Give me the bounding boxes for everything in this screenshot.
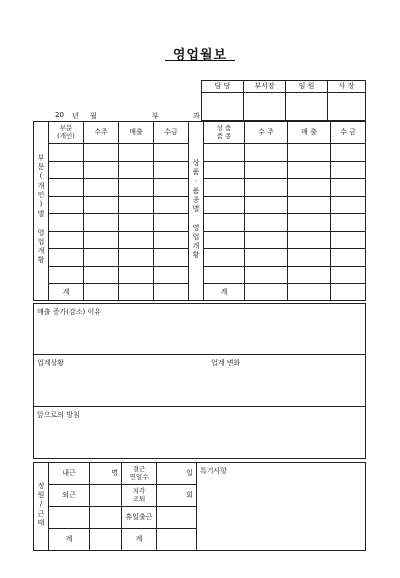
product-cell[interactable]	[204, 196, 245, 214]
dept-cell[interactable]	[84, 266, 119, 284]
dept-cell[interactable]	[49, 231, 84, 249]
dept-cell[interactable]	[119, 214, 154, 232]
dept-cell[interactable]	[84, 161, 119, 179]
staff-blank-cell[interactable]	[49, 507, 90, 529]
product-cell[interactable]	[288, 161, 331, 179]
product-cell[interactable]	[288, 179, 331, 197]
staff-side-label: 정원/근태	[37, 482, 46, 529]
dept-total-cell[interactable]	[154, 284, 189, 301]
dept-header-orders: 수주	[84, 122, 119, 144]
product-side-label: 상품·품종별 영업개황	[192, 159, 201, 261]
sales-reason-label: 매출 증가(감소) 이유	[37, 308, 102, 316]
dept-cell[interactable]	[119, 161, 154, 179]
product-cell[interactable]	[245, 161, 288, 179]
dept-cell[interactable]	[84, 214, 119, 232]
approval-table	[201, 80, 366, 121]
staff-blank-cell[interactable]	[90, 507, 122, 529]
dept-total-cell[interactable]	[84, 284, 119, 301]
text-sections	[33, 303, 366, 459]
approval-sign-staff[interactable]	[202, 93, 244, 121]
product-cell[interactable]	[288, 266, 331, 284]
dept-cell[interactable]	[154, 266, 189, 284]
product-cell[interactable]	[331, 179, 366, 197]
product-total-cell[interactable]	[288, 284, 331, 301]
staff-total-value[interactable]	[90, 529, 122, 551]
sales-grid	[33, 121, 366, 301]
dept-cell[interactable]	[119, 266, 154, 284]
dept-cell[interactable]	[84, 179, 119, 197]
dept-header-sales: 매출	[119, 122, 154, 144]
product-cell[interactable]	[245, 214, 288, 232]
product-cell[interactable]	[288, 214, 331, 232]
absence-label: 결근 연일수	[122, 463, 157, 485]
product-cell[interactable]	[288, 144, 331, 162]
product-header-sales: 매 출	[288, 122, 331, 144]
approval-sign-president[interactable]	[328, 93, 366, 121]
product-cell[interactable]	[245, 266, 288, 284]
dept-cell[interactable]	[154, 231, 189, 249]
title-underline	[165, 60, 235, 61]
future-plan-box[interactable]	[34, 407, 366, 459]
product-cell[interactable]	[288, 249, 331, 267]
product-header-orders: 수 주	[245, 122, 288, 144]
product-cell[interactable]	[204, 214, 245, 232]
dept-cell[interactable]	[119, 249, 154, 267]
product-cell[interactable]	[204, 266, 245, 284]
dept-cell[interactable]	[154, 144, 189, 162]
product-cell[interactable]	[245, 196, 288, 214]
dept-cell[interactable]	[49, 266, 84, 284]
dept-cell[interactable]	[84, 249, 119, 267]
dept-cell[interactable]	[154, 249, 189, 267]
internal-unit[interactable]: 명	[90, 463, 122, 485]
dept-cell[interactable]	[84, 144, 119, 162]
external-label: 외근	[49, 485, 90, 507]
dept-cell[interactable]	[119, 144, 154, 162]
staff-side-label-cell	[34, 463, 49, 551]
dept-header-unit: 부문 (개인)	[49, 122, 84, 144]
year-unit: 년	[72, 112, 79, 120]
dept-total-cell[interactable]	[119, 284, 154, 301]
dept-total-label: 계	[49, 284, 84, 301]
product-cell[interactable]	[288, 231, 331, 249]
product-cell[interactable]	[331, 266, 366, 284]
product-cell[interactable]	[204, 144, 245, 162]
attendance-total-label: 계	[122, 529, 157, 551]
product-cell[interactable]	[204, 249, 245, 267]
dept-cell[interactable]	[49, 179, 84, 197]
approval-header-executive: 임 원	[286, 81, 328, 93]
dept-cell[interactable]	[84, 196, 119, 214]
dept-label: 부	[152, 112, 159, 120]
year-prefix: 20	[55, 111, 64, 119]
product-header-item: 상 품 품 종	[204, 122, 245, 144]
dept-header-collection: 수금	[154, 122, 189, 144]
staff-total-label: 계	[49, 529, 90, 551]
product-cell[interactable]	[331, 196, 366, 214]
approval-header-staff: 담 당	[202, 81, 244, 93]
late-label: 지각 조퇴	[122, 485, 157, 507]
product-header-collection: 수 금	[331, 122, 366, 144]
industry-status-box[interactable]	[34, 355, 209, 407]
product-total-cell[interactable]	[331, 284, 366, 301]
product-cell[interactable]	[204, 231, 245, 249]
month-unit: 월	[90, 112, 97, 120]
product-cell[interactable]	[245, 144, 288, 162]
external-count[interactable]	[90, 485, 122, 507]
product-cell[interactable]	[204, 161, 245, 179]
dept-cell[interactable]	[119, 179, 154, 197]
dept-cell[interactable]	[49, 249, 84, 267]
absence-unit[interactable]: 일	[157, 463, 197, 485]
approval-sign-manager[interactable]	[244, 93, 286, 121]
section-label: 과	[193, 112, 200, 120]
sales-reason-box[interactable]	[34, 304, 366, 355]
dept-cell[interactable]	[84, 231, 119, 249]
page-title: 영업월보	[172, 48, 228, 63]
internal-label: 내근	[49, 463, 90, 485]
dept-cell[interactable]	[49, 196, 84, 214]
product-cell[interactable]	[245, 179, 288, 197]
product-total-cell[interactable]	[245, 284, 288, 301]
dept-cell[interactable]	[154, 214, 189, 232]
product-cell[interactable]	[245, 249, 288, 267]
product-cell[interactable]	[331, 161, 366, 179]
future-plan-label: 앞으로의 방침	[37, 411, 80, 419]
product-cell[interactable]	[331, 249, 366, 267]
industry-status-label: 업계상황	[37, 359, 65, 367]
holiday-count[interactable]	[157, 507, 197, 529]
attendance-total-value[interactable]	[157, 529, 197, 551]
dept-cell[interactable]	[119, 196, 154, 214]
approval-header-manager: 부서장	[244, 81, 286, 93]
dept-cell[interactable]	[49, 214, 84, 232]
product-cell[interactable]	[331, 231, 366, 249]
remarks-label: 특기사항	[200, 467, 228, 475]
product-cell[interactable]	[204, 179, 245, 197]
dept-side-label-cell	[34, 122, 49, 301]
dept-cell[interactable]	[154, 196, 189, 214]
industry-change-box[interactable]	[208, 355, 366, 407]
product-cell[interactable]	[331, 214, 366, 232]
dept-cell[interactable]	[49, 144, 84, 162]
product-side-label-cell	[189, 122, 204, 301]
approval-sign-executive[interactable]	[286, 93, 328, 121]
holiday-label: 휴일출근	[122, 507, 157, 529]
dept-cell[interactable]	[154, 179, 189, 197]
dept-side-label: 부문(개인)별 영업개황	[37, 154, 46, 266]
approval-header-president: 사 장	[328, 81, 366, 93]
dept-cell[interactable]	[49, 161, 84, 179]
dept-cell[interactable]	[154, 161, 189, 179]
product-cell[interactable]	[245, 231, 288, 249]
staff-table	[33, 462, 366, 551]
late-unit[interactable]: 회	[157, 485, 197, 507]
product-cell[interactable]	[288, 196, 331, 214]
product-total-label: 계	[204, 284, 245, 301]
dept-cell[interactable]	[119, 231, 154, 249]
industry-change-label: 업계 변화	[211, 359, 241, 367]
product-cell[interactable]	[331, 144, 366, 162]
remarks-box[interactable]	[197, 463, 366, 551]
